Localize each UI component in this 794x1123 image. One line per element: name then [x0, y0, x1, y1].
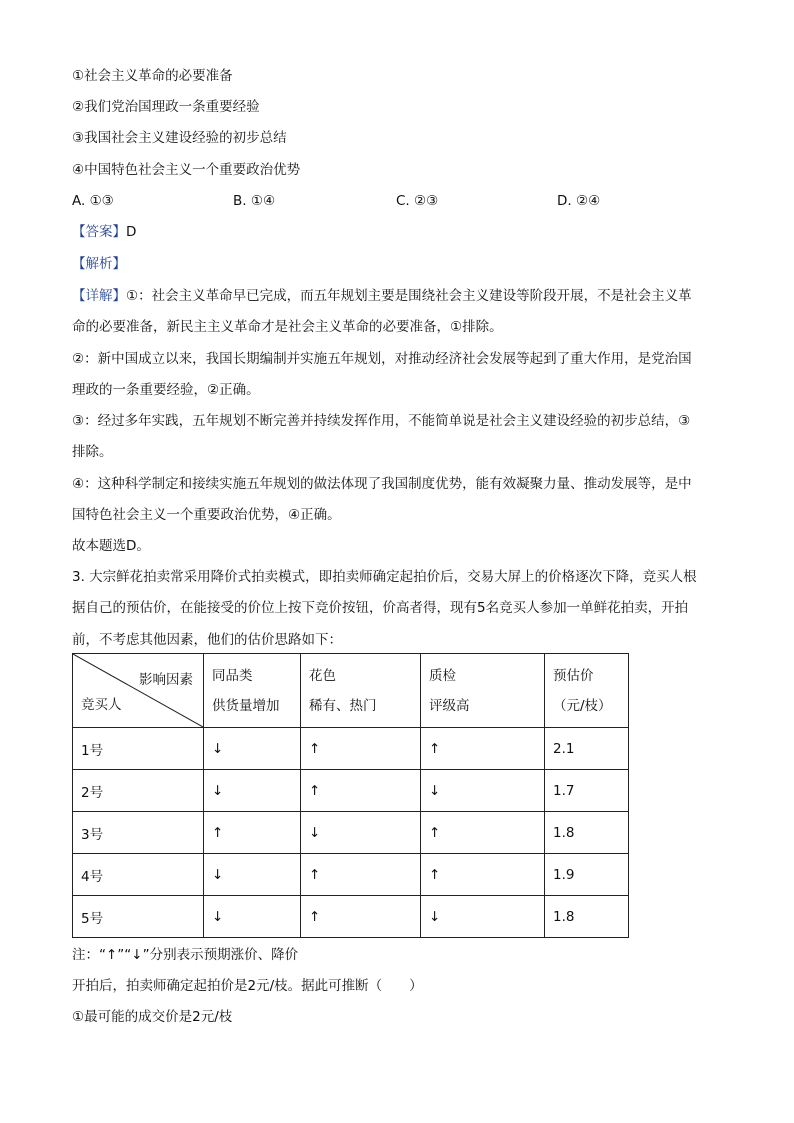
- header-color: 花色 稀有、热门: [301, 654, 421, 728]
- answer-tag: 【答案】: [72, 224, 126, 240]
- option-1: ①社会主义革命的必要准备: [72, 68, 233, 84]
- detail-line-2: 命的必要准备，新民主主义革命才是社会主义革命的必要准备，①排除。: [72, 319, 503, 335]
- answer-value: D: [126, 224, 137, 240]
- detail-line-4: 理政的一条重要经验，②正确。: [72, 382, 260, 398]
- estimate-table: [72, 653, 629, 938]
- detail-line-8: 国特色社会主义一个重要政治优势，④正确。: [72, 507, 341, 523]
- table-row: 1号 ↓ ↑ ↑ 2.1: [73, 728, 629, 770]
- q3-stem-2: 据自己的预估价，在能接受的价位上按下竞价按钮，价高者得，现有5名竞买人参加一单鲜花拍卖，开拍: [72, 600, 689, 616]
- corner-cell: [73, 654, 204, 728]
- choice-a: A. ①③: [72, 193, 114, 209]
- table-row: 5号 ↓ ↑ ↓ 1.8: [73, 896, 629, 938]
- detail-line-6: 排除。: [72, 444, 113, 460]
- detail-line-5: ③：经过多年实践，五年规划不断完善并持续发挥作用，不能简单说是社会主义建设经验的初步总结，③: [72, 413, 691, 429]
- corner-bottom-label: 竞买人: [81, 697, 122, 713]
- header-quality: 质检 评级高: [421, 654, 545, 728]
- detail-line-7: ④：这种科学制定和接续实施五年规划的做法体现了我国制度优势，能有效凝聚力量、推动发展等，是中: [72, 476, 692, 492]
- table-row: 3号 ↑ ↓ ↑ 1.8: [73, 812, 629, 854]
- q3-stem-1: 3. 大宗鲜花拍卖常采用降价式拍卖模式，即拍卖师确定起拍价后，交易大屏上的价格逐次下降，竞买人根: [72, 569, 697, 585]
- header-price: 预估价 （元/枝）: [545, 654, 629, 728]
- option-3: ③我国社会主义建设经验的初步总结: [72, 130, 287, 146]
- conclusion: 故本题选D。: [72, 538, 150, 554]
- analysis-tag: 【解析】: [72, 256, 126, 272]
- choice-d: D. ②④: [557, 193, 601, 209]
- detail-line-3: ②：新中国成立以来，我国长期编制并实施五年规划，对推动经济社会发展等起到了重大作用，是党治国: [72, 351, 692, 367]
- q3-stem-3: 前，不考虑其他因素，他们的估价思路如下：: [72, 632, 342, 648]
- answer-line: [72, 222, 136, 242]
- table-header-row: [73, 654, 629, 728]
- choice-b: B. ①④: [233, 193, 276, 209]
- table-note: 注：“↑”“↓”分别表示预期涨价、降价: [72, 947, 299, 963]
- corner-top-label: 影响因素: [139, 672, 193, 688]
- header-supply: 同品类 供货量增加: [204, 654, 301, 728]
- detail-tag: 【详解】: [72, 288, 126, 304]
- q3-option-1: ①最可能的成交价是2元/枝: [72, 1009, 233, 1025]
- table-row: 2号 ↓ ↑ ↓ 1.7: [73, 770, 629, 812]
- q3-after-text: 开拍后，拍卖师确定起拍价是2元/枝。据此可推断（ ）: [72, 978, 423, 994]
- detail-line-1: 【详解】①：社会主义革命早已完成，而五年规划主要是围绕社会主义建设等阶段开展，不是社会主义革: [72, 288, 692, 304]
- table-row: 4号 ↓ ↑ ↑ 1.9: [73, 854, 629, 896]
- option-4: ④中国特色社会主义一个重要政治优势: [72, 162, 301, 178]
- option-2: ②我们党治国理政一条重要经验: [72, 99, 260, 115]
- diagonal-line: [73, 654, 203, 727]
- choice-c: C. ②③: [396, 193, 439, 209]
